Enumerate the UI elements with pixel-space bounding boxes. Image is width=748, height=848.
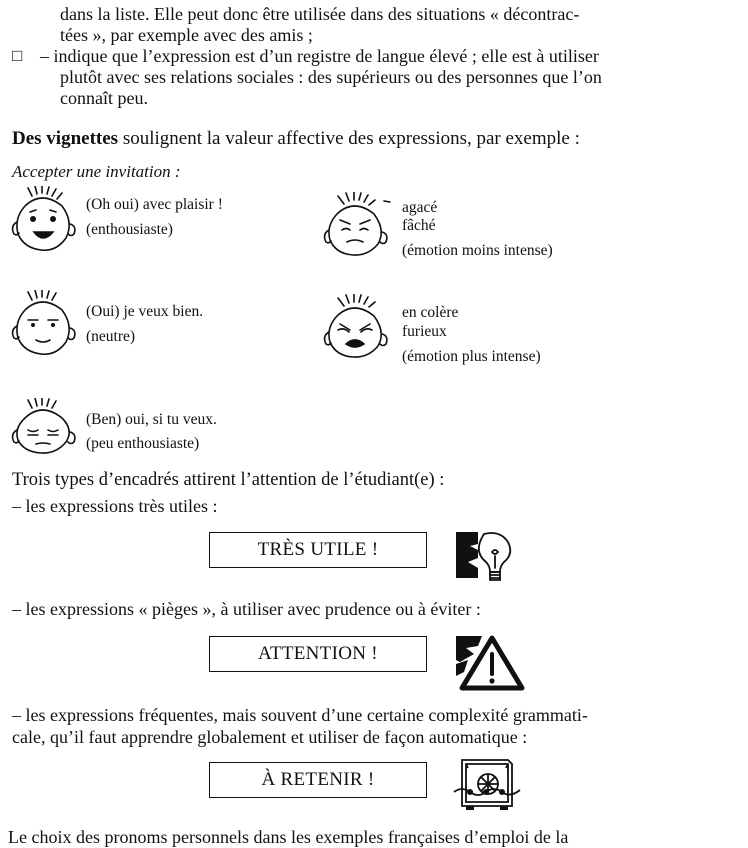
legend-line-3: – indique que l’expression est d’un registre de langue élevé ; elle est à utiliser [40, 46, 599, 66]
box-3-desc-1: – les expressions fréquentes, mais souvent d’une certaine complexité grammati- [12, 705, 588, 725]
tres-utile-box: TRÈS UTILE ! [209, 532, 427, 568]
example-title: Accepter une invitation : [12, 162, 181, 181]
face-4-line-2: fâché [402, 217, 436, 234]
face-1-note: (enthousiaste) [86, 221, 173, 238]
face-3-note: (peu enthousiaste) [86, 435, 200, 452]
face-1-text: (Oh oui) avec plaisir ! [86, 196, 223, 213]
legend-line-4: plutôt avec ses relations sociales : des supérieurs ou des personnes que l’on [60, 67, 602, 87]
face-4-line-1: agacé [402, 199, 438, 216]
a-retenir-box: À RETENIR ! [209, 762, 427, 798]
vignettes-intro [12, 127, 580, 151]
unenthusiastic-face-icon [8, 398, 80, 458]
neutral-face-icon [8, 290, 80, 360]
legend-line-2: tées », par exemple avec des amis ; [60, 25, 313, 45]
locked-safe-icon [452, 756, 524, 814]
box-3-desc-2: cale, qu’il faut apprendre globalement et utiliser de façon automatique : [12, 727, 528, 747]
legend-line-5: connaît peu. [60, 88, 148, 108]
vignettes-intro-bold: Des vignettes [12, 128, 119, 149]
vignettes-intro-rest: soulignent la valeur affective des expressions, par exemple : [118, 128, 580, 149]
angry-face-icon [320, 294, 400, 364]
face-5-note: (émotion plus intense) [402, 348, 541, 365]
annoyed-face-icon [320, 192, 400, 262]
warning-triangle-icon [454, 632, 526, 692]
face-5-line-2: furieux [402, 323, 447, 340]
face-2-note: (neutre) [86, 328, 136, 345]
face-4-note: (émotion moins intense) [402, 242, 553, 259]
face-2-text: (Oui) je veux bien. [86, 303, 204, 320]
register-symbol: □ [12, 46, 23, 65]
bottom-fragment: Le choix des pronoms personnels dans les exemples françaises d’emploi de la [8, 827, 569, 847]
boxes-intro: Trois types d’encadrés attirent l’attention de l’étudiant(e) : [12, 470, 445, 490]
enthusiastic-face-icon [8, 186, 80, 256]
lightbulb-icon [454, 528, 520, 584]
box-2-desc: – les expressions « pièges », à utiliser avec prudence ou à éviter : [12, 599, 481, 619]
legend-line-1: dans la liste. Elle peut donc être utilisée dans des situations « décontrac- [60, 4, 580, 24]
face-5-line-1: en colère [402, 304, 459, 321]
attention-box: ATTENTION ! [209, 636, 427, 672]
box-1-desc: – les expressions très utiles : [12, 496, 218, 516]
face-3-text: (Ben) oui, si tu veux. [86, 411, 217, 428]
